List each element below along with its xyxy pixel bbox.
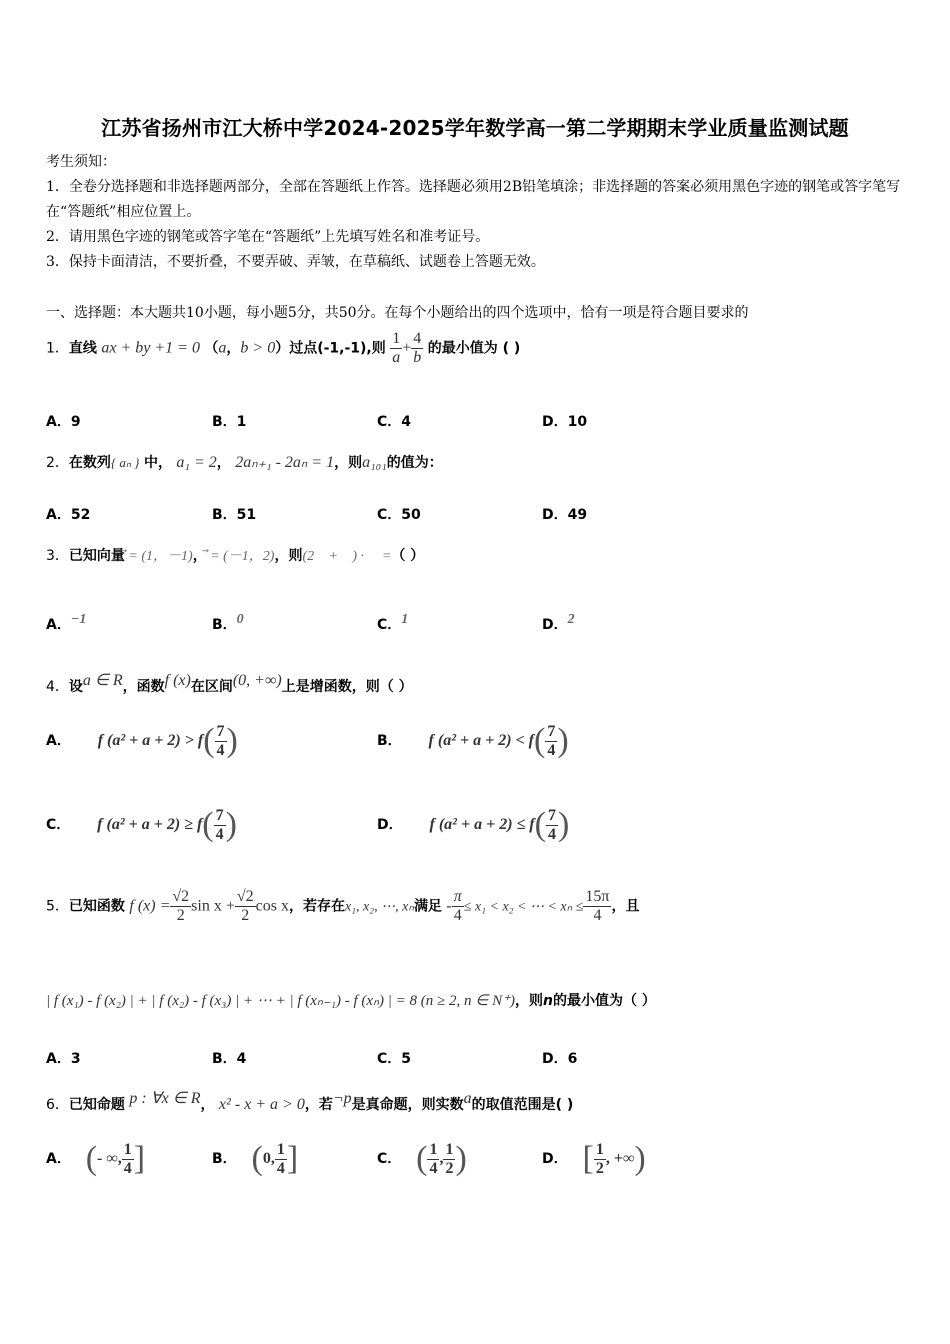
math-expr: - ∞, bbox=[97, 1150, 122, 1167]
math-expr: ax + by +1 = 0 bbox=[101, 339, 200, 357]
question-text: 的最小值为（ ） bbox=[552, 993, 656, 1009]
fraction-1-over-4 bbox=[275, 1141, 287, 1178]
paren-right: ) bbox=[634, 1140, 646, 1177]
option-d[interactable]: D．6 bbox=[542, 1051, 578, 1067]
question-text: ， bbox=[226, 340, 241, 357]
paren-right: ) bbox=[557, 806, 570, 843]
question-6 bbox=[46, 1088, 573, 1114]
math-expr: ≤ x₁ < x₂ < ⋯ < xₙ ≤ bbox=[463, 899, 584, 915]
option-label: D． bbox=[542, 617, 568, 633]
fraction-sqrt2-over-2 bbox=[170, 888, 191, 925]
fraction-1-over-2 bbox=[443, 1141, 455, 1178]
denominator: 2 bbox=[445, 1159, 454, 1177]
option-label: C． bbox=[377, 1151, 402, 1167]
denominator: 4 bbox=[123, 1159, 132, 1177]
numerator: √2 bbox=[236, 888, 254, 905]
math-expr: a bbox=[218, 339, 227, 357]
fraction-7-over-4 bbox=[215, 723, 227, 760]
question-text: ，则 bbox=[334, 455, 363, 471]
numerator: 7 bbox=[547, 806, 556, 824]
numerator: √2 bbox=[172, 888, 190, 905]
math-expr: a ∈ R bbox=[82, 672, 123, 689]
question-text: n bbox=[543, 993, 553, 1009]
option-a[interactable] bbox=[46, 612, 86, 634]
question-text: ，则 bbox=[515, 993, 544, 1009]
numerator: 4 bbox=[413, 330, 422, 347]
section-heading: 一、选择题：本大题共10小题，每小题5分，共50分。在每个小题给出的四个选项中，恰有一项是符合题目要求的 bbox=[46, 305, 749, 321]
math-expr: a₁ = 2 bbox=[176, 454, 217, 471]
denominator: 4 bbox=[453, 907, 462, 924]
paren-left: ( bbox=[251, 1140, 263, 1177]
fraction-15pi-over-4 bbox=[583, 888, 611, 925]
option-label: A． bbox=[46, 617, 71, 633]
math-expr: ⃗ = (1，－1) bbox=[124, 549, 193, 564]
question-4 bbox=[46, 670, 413, 696]
question-text: 上是增函数，则（ ） bbox=[281, 679, 413, 695]
question-text: 在数列 bbox=[68, 455, 111, 471]
denominator: 4 bbox=[429, 1159, 438, 1177]
math-expr: f (a² + a + 2) ≥ f bbox=[97, 816, 203, 833]
math-expr: , +∞ bbox=[605, 1150, 635, 1167]
fraction-1-over-2 bbox=[594, 1141, 606, 1178]
question-text: 是真命题，则实数 bbox=[351, 1097, 464, 1113]
notice-item-1: 1．全卷分选择题和非选择题两部分，全部在答题纸上作答。选择题必须用2B铅笔填涂；非选择题的答案必须用黑色字迹的钢笔或答字笔写在“答题纸”相应位置上。 bbox=[46, 179, 901, 220]
question-text: 已知向量 bbox=[68, 548, 125, 564]
option-label: D． bbox=[542, 1151, 568, 1167]
option-value: 0 bbox=[236, 612, 244, 627]
question-5 bbox=[46, 888, 639, 925]
question-number: 1． bbox=[46, 340, 69, 357]
question-number: 5． bbox=[46, 898, 69, 915]
option-b[interactable] bbox=[377, 722, 569, 760]
option-c[interactable]: C．50 bbox=[377, 507, 421, 523]
fraction-4-over-b bbox=[411, 330, 423, 367]
math-expr: , bbox=[439, 1150, 444, 1167]
bracket-left: [ bbox=[582, 1140, 594, 1177]
option-b[interactable]: B．4 bbox=[212, 1051, 247, 1067]
math-expr: a₁₀₁ bbox=[362, 454, 387, 471]
question-text: 已知命题 bbox=[68, 1097, 125, 1113]
question-text: ， bbox=[216, 455, 231, 471]
question-2 bbox=[46, 452, 443, 472]
question-number: 2． bbox=[46, 455, 69, 471]
option-value: 2 bbox=[567, 612, 575, 627]
option-c[interactable] bbox=[377, 612, 408, 634]
question-text: ）过点(-1,-1),则 bbox=[275, 340, 386, 357]
paren-left: ( bbox=[534, 722, 546, 759]
paren-right: ) bbox=[226, 722, 238, 759]
question-text: ， bbox=[200, 1097, 215, 1113]
option-b[interactable] bbox=[212, 1140, 298, 1178]
question-text: ，且 bbox=[611, 898, 640, 915]
math-expr: 0, bbox=[262, 1150, 275, 1167]
numerator: 7 bbox=[547, 722, 556, 740]
option-d[interactable] bbox=[542, 1140, 646, 1178]
question-number: 3． bbox=[46, 548, 69, 564]
option-label: D． bbox=[377, 817, 403, 833]
option-c[interactable]: C．5 bbox=[377, 1051, 412, 1067]
question-text: 在区间 bbox=[190, 679, 233, 695]
fraction-7-over-4 bbox=[546, 807, 558, 844]
numerator: 7 bbox=[215, 806, 224, 824]
math-expr: f (x) = bbox=[129, 897, 171, 915]
option-b[interactable]: B．51 bbox=[212, 507, 257, 523]
question-text: 直线 bbox=[68, 340, 97, 357]
option-a[interactable]: A．52 bbox=[46, 507, 91, 523]
notice-block bbox=[46, 150, 906, 275]
option-a[interactable] bbox=[46, 1140, 145, 1178]
question-text: ，若 bbox=[304, 1097, 333, 1113]
option-value: −1 bbox=[70, 612, 87, 627]
option-value: 1 bbox=[401, 612, 409, 627]
math-expr: p : ∀x ∈ R bbox=[129, 1090, 201, 1107]
math-expr: - bbox=[446, 897, 452, 915]
math-expr: b > 0 bbox=[240, 339, 276, 357]
denominator: 4 bbox=[547, 741, 556, 759]
denominator: 4 bbox=[215, 825, 224, 843]
question-text: （ bbox=[204, 340, 219, 357]
question-text: ，则 bbox=[274, 548, 303, 564]
notice-item-2: 2．请用黑色字迹的钢笔或答字笔在“答题纸”上先填写姓名和准考证号。 bbox=[46, 229, 490, 245]
denominator: 2 bbox=[595, 1159, 604, 1177]
math-expr: ⃗ = (－1，2) bbox=[206, 549, 275, 564]
bracket-right: ] bbox=[286, 1140, 299, 1177]
denominator: b bbox=[413, 349, 422, 366]
question-text: ， bbox=[192, 548, 207, 564]
question-text: 的值为： bbox=[386, 455, 443, 471]
numerator: 1 bbox=[392, 330, 401, 347]
denominator: 2 bbox=[241, 907, 250, 924]
question-number: 6． bbox=[46, 1097, 69, 1113]
paren-left: ( bbox=[416, 1140, 428, 1177]
option-d[interactable] bbox=[542, 612, 575, 634]
numerator: 1 bbox=[276, 1140, 285, 1158]
denominator: a bbox=[392, 349, 401, 366]
option-label: C． bbox=[46, 817, 71, 833]
numerator: π bbox=[453, 888, 462, 905]
math-expr: f (a² + a + 2) > f bbox=[97, 732, 204, 749]
question-text: 的取值范围是( ) bbox=[471, 1097, 574, 1113]
fraction-1-over-a bbox=[390, 330, 402, 367]
bracket-right: ] bbox=[133, 1140, 146, 1177]
denominator: 4 bbox=[547, 825, 556, 843]
question-text: 满足 bbox=[413, 898, 442, 915]
question-text: ，函数 bbox=[122, 679, 165, 695]
option-d[interactable]: D．10 bbox=[542, 414, 588, 430]
option-a[interactable]: A．3 bbox=[46, 1051, 81, 1067]
math-expr: (2⃗ + ⃗) · ⃗ = bbox=[302, 549, 392, 564]
option-a[interactable]: A．9 bbox=[46, 414, 81, 430]
paren-right: ) bbox=[557, 722, 569, 759]
math-expr: 2aₙ₊₁ - 2aₙ = 1 bbox=[235, 454, 335, 471]
math-expr: ¬p bbox=[332, 1090, 352, 1107]
math-expr: { aₙ } bbox=[110, 455, 140, 470]
fraction-1-over-4 bbox=[122, 1141, 134, 1178]
page-title: 江苏省扬州市江大桥中学2024-2025学年数学高一第二学期期末学业质量监测试题 bbox=[101, 116, 849, 140]
question-1 bbox=[46, 330, 520, 367]
question-text: （ ） bbox=[391, 548, 425, 564]
question-text: 的最小值为 ( ) bbox=[427, 340, 521, 357]
question-5-condition bbox=[46, 990, 656, 1010]
math-expr: | f (x₁) - f (x₂) | + | f (x₂) - f (x₃) | + ⋯ + | f (xₙ₋₁) - f (xₙ) | = 8 (n ≥ 2, n ∈ N⁺) bbox=[46, 993, 516, 1009]
question-3 bbox=[46, 545, 424, 565]
option-a[interactable] bbox=[46, 722, 238, 760]
fraction-7-over-4 bbox=[545, 723, 557, 760]
notice-heading: 考生须知： bbox=[46, 154, 116, 170]
question-text: 中， bbox=[143, 455, 172, 471]
numerator: 1 bbox=[123, 1140, 132, 1158]
paren-right: ) bbox=[225, 806, 237, 843]
math-expr: x₁, x₂, ⋯, xₙ bbox=[344, 899, 414, 915]
notice-item-3: 3．保持卡面清洁，不要折叠，不要弄破、弄皱，在草稿纸、试题卷上答题无效。 bbox=[46, 254, 545, 270]
option-label: A． bbox=[46, 733, 71, 749]
math-expr: cos x bbox=[255, 897, 289, 915]
paren-left: ( bbox=[534, 806, 546, 843]
option-d[interactable]: D．49 bbox=[542, 507, 588, 523]
paren-left: ( bbox=[202, 806, 214, 843]
fraction-sqrt2-over-2 bbox=[235, 888, 256, 925]
option-label: B． bbox=[212, 1151, 237, 1167]
numerator: 1 bbox=[595, 1140, 604, 1158]
fraction-pi-over-4 bbox=[452, 888, 464, 925]
math-expr: f (a² + a + 2) ≤ f bbox=[429, 816, 535, 833]
option-label: A． bbox=[46, 1151, 71, 1167]
question-number: 4． bbox=[46, 679, 69, 695]
question-text: 已知函数 bbox=[68, 898, 125, 915]
denominator: 4 bbox=[593, 907, 602, 924]
paren-left: ( bbox=[203, 722, 215, 759]
option-label: C． bbox=[377, 617, 402, 633]
option-label: B． bbox=[377, 733, 402, 749]
math-expr: x² - x + a > 0 bbox=[218, 1096, 305, 1113]
fraction-1-over-4 bbox=[427, 1141, 439, 1178]
math-expr: sin x + bbox=[191, 897, 235, 915]
plus-sign: + bbox=[402, 339, 412, 357]
paren-left: ( bbox=[85, 1140, 98, 1177]
denominator: 4 bbox=[216, 741, 225, 759]
option-c[interactable] bbox=[377, 1140, 467, 1178]
option-c[interactable] bbox=[46, 806, 237, 844]
option-d[interactable] bbox=[377, 806, 569, 844]
numerator: 1 bbox=[429, 1140, 438, 1158]
option-c[interactable]: C．4 bbox=[377, 414, 412, 430]
numerator: 15π bbox=[585, 888, 610, 905]
option-b[interactable] bbox=[212, 612, 244, 634]
question-text: ，若存在 bbox=[288, 898, 345, 915]
math-expr: f (x) bbox=[164, 672, 191, 689]
math-expr: f (a² + a + 2) < f bbox=[428, 732, 535, 749]
numerator: 1 bbox=[445, 1140, 454, 1158]
option-b[interactable]: B．1 bbox=[212, 414, 247, 430]
option-label: B． bbox=[212, 617, 237, 633]
paren-right: ) bbox=[455, 1140, 467, 1177]
math-expr: (0, +∞) bbox=[232, 672, 282, 689]
numerator: 7 bbox=[216, 722, 225, 740]
math-expr: a bbox=[463, 1090, 472, 1107]
fraction-7-over-4 bbox=[214, 807, 226, 844]
denominator: 2 bbox=[176, 907, 185, 924]
denominator: 4 bbox=[276, 1159, 285, 1177]
question-text: 设 bbox=[68, 679, 83, 695]
